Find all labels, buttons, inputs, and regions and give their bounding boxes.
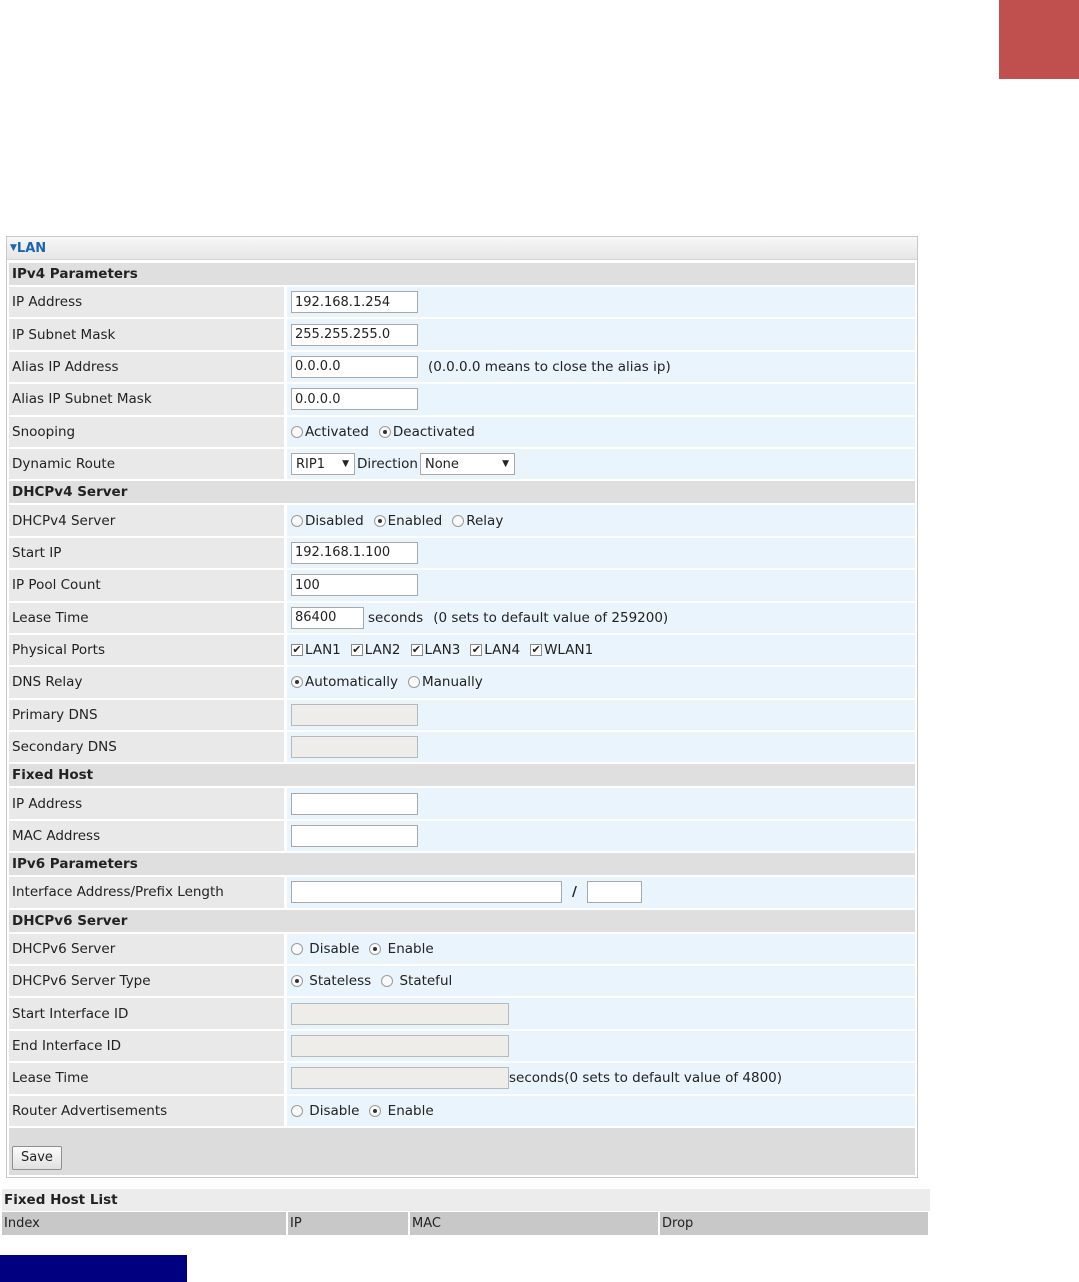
dhcpv6-lease-note: seconds(0 sets to default value of 4800)	[509, 1070, 783, 1087]
ip-address-label: IP Address	[9, 287, 284, 317]
dhcpv6-stateless-radio[interactable]	[291, 975, 303, 987]
port-wlan1-label: WLAN1	[544, 642, 594, 659]
alias-ip-note: (0.0.0.0 means to close the alias ip)	[428, 358, 671, 375]
bottom-decoration-bar	[0, 1255, 187, 1282]
port-lan3-label: LAN3	[424, 642, 461, 659]
row-primary-dns	[9, 700, 915, 730]
snooping-deactivated-radio[interactable]	[379, 426, 391, 438]
prefix-length-input[interactable]	[587, 881, 642, 903]
port-lan4-label: LAN4	[484, 642, 521, 659]
lease-time-unit: seconds	[368, 609, 424, 626]
dns-relay-label: DNS Relay	[9, 667, 284, 697]
row-fixed-mac	[9, 821, 915, 851]
dhcpv6-disable-label: Disable	[309, 940, 360, 957]
subnet-mask-label: IP Subnet Mask	[9, 319, 284, 349]
row-ip-address	[9, 287, 915, 317]
router-adv-label: Router Advertisements	[9, 1096, 284, 1126]
secondary-dns-label: Secondary DNS	[9, 732, 284, 762]
pool-count-label: IP Pool Count	[9, 570, 284, 600]
col-mac: MAC	[410, 1212, 658, 1235]
port-lan2-checkbox[interactable]: ✔	[352, 643, 362, 657]
section-dhcpv4: DHCPv4 Server	[9, 481, 915, 503]
dns-manual-label: Manually	[422, 674, 483, 691]
dhcpv4-enabled-radio[interactable]	[374, 515, 386, 527]
row-dhcpv6-type	[9, 966, 915, 996]
dhcpv6-stateful-radio[interactable]	[381, 975, 393, 987]
alias-ip-label: Alias IP Address	[9, 352, 284, 382]
dhcpv6-lease-input[interactable]	[291, 1067, 509, 1089]
row-dhcpv6-server	[9, 934, 915, 964]
row-pool-count	[9, 570, 915, 600]
chevron-down-icon: ▼	[342, 459, 349, 470]
dhcpv6-stateless-label: Stateless	[309, 973, 372, 990]
fixed-host-list-header	[2, 1212, 930, 1235]
interface-address-label: Interface Address/Prefix Length	[9, 877, 284, 907]
start-interface-id-label: Start Interface ID	[9, 998, 284, 1028]
fixed-mac-input[interactable]	[291, 825, 418, 847]
alias-mask-input[interactable]	[291, 388, 418, 410]
router-adv-disable-radio[interactable]	[291, 1105, 303, 1117]
chevron-down-icon: ▼	[502, 459, 509, 470]
snooping-activated-radio[interactable]	[291, 426, 303, 438]
fixed-host-list	[2, 1189, 930, 1235]
dhcpv4-enabled-label: Enabled	[387, 512, 443, 529]
snooping-label: Snooping	[9, 417, 284, 447]
port-lan1-checkbox[interactable]: ✔	[292, 643, 302, 657]
fixed-host-list-title: Fixed Host List	[2, 1189, 930, 1211]
alias-mask-label: Alias IP Subnet Mask	[9, 384, 284, 414]
row-dns-relay	[9, 667, 915, 697]
snooping-activated-label: Activated	[305, 423, 369, 440]
collapse-triangle-icon: ▼	[10, 243, 17, 253]
row-physical-ports	[9, 635, 915, 665]
dns-auto-label: Automatically	[305, 674, 398, 691]
physical-ports-label: Physical Ports	[9, 635, 284, 665]
dhcpv4-disabled-radio[interactable]	[291, 515, 303, 527]
row-dhcpv4-server	[9, 505, 915, 535]
ip-address-input[interactable]	[291, 291, 418, 313]
primary-dns-input[interactable]	[291, 704, 418, 726]
lease-time-label: Lease Time	[9, 603, 284, 633]
end-interface-id-label: End Interface ID	[9, 1031, 284, 1061]
secondary-dns-input[interactable]	[291, 736, 418, 758]
lease-time-note: (0 sets to default value of 259200)	[433, 609, 669, 626]
port-lan1-label: LAN1	[305, 642, 341, 659]
lan-panel	[6, 236, 918, 1178]
fixed-mac-label: MAC Address	[9, 821, 284, 851]
prefix-separator: /	[572, 884, 577, 901]
row-dhcpv6-lease	[9, 1063, 915, 1093]
direction-select[interactable]	[420, 453, 515, 475]
section-ipv6: IPv6 Parameters	[9, 853, 915, 875]
direction-select-value: None	[425, 456, 459, 472]
dhcpv6-disable-radio[interactable]	[291, 943, 303, 955]
lease-time-input[interactable]	[291, 607, 364, 629]
row-secondary-dns	[9, 732, 915, 762]
rip-select-value: RIP1	[296, 456, 325, 472]
row-lease-time	[9, 603, 915, 633]
port-lan3-checkbox[interactable]: ✔	[411, 643, 422, 657]
start-interface-id-input[interactable]	[291, 1003, 509, 1025]
dhcpv6-stateful-label: Stateful	[399, 973, 453, 990]
dhcpv4-relay-radio[interactable]	[452, 515, 464, 527]
start-ip-label: Start IP	[9, 538, 284, 568]
snooping-deactivated-label: Deactivated	[392, 423, 475, 440]
router-adv-enable-radio[interactable]	[369, 1105, 381, 1117]
save-button[interactable]: Save	[12, 1146, 62, 1170]
section-fixed-host: Fixed Host	[9, 764, 915, 786]
port-lan2-label: LAN2	[364, 642, 401, 659]
start-ip-input[interactable]	[291, 542, 418, 564]
dhcpv6-server-label: DHCPv6 Server	[9, 934, 284, 964]
panel-header[interactable]	[7, 237, 917, 260]
row-start-interface-id	[9, 998, 915, 1028]
dhcpv6-lease-label: Lease Time	[9, 1063, 284, 1093]
section-dhcpv6: DHCPv6 Server	[9, 910, 915, 932]
row-interface-address	[9, 877, 915, 907]
pool-count-input[interactable]	[291, 574, 418, 596]
row-subnet-mask	[9, 319, 915, 349]
row-router-adv	[9, 1096, 915, 1126]
fixed-ip-label: IP Address	[9, 788, 284, 818]
fixed-ip-input[interactable]	[291, 793, 418, 815]
end-interface-id-input[interactable]	[291, 1035, 509, 1057]
col-index: Index	[2, 1212, 286, 1235]
dhcpv6-enable-label: Enable	[387, 940, 434, 957]
port-lan4-checkbox[interactable]: ✔	[471, 643, 481, 657]
corner-decoration	[999, 0, 1079, 79]
row-snooping	[9, 417, 915, 447]
dynamic-route-label: Dynamic Route	[9, 449, 284, 479]
dhcpv6-type-label: DHCPv6 Server Type	[9, 966, 284, 996]
alias-ip-input[interactable]	[291, 356, 418, 378]
port-wlan1-checkbox[interactable]: ✔	[531, 643, 541, 657]
col-drop: Drop	[660, 1212, 928, 1235]
row-fixed-ip	[9, 788, 915, 818]
row-alias-mask	[9, 384, 915, 414]
section-ipv4: IPv4 Parameters	[9, 263, 915, 285]
col-ip: IP	[288, 1212, 408, 1235]
router-adv-enable-label: Enable	[387, 1102, 434, 1119]
direction-label: Direction	[357, 456, 418, 473]
dhcpv4-server-label: DHCPv4 Server	[9, 505, 284, 535]
rip-select[interactable]	[291, 453, 355, 475]
primary-dns-label: Primary DNS	[9, 700, 284, 730]
dns-manual-radio[interactable]	[408, 676, 420, 688]
subnet-mask-input[interactable]	[291, 324, 418, 346]
dhcpv6-enable-radio[interactable]	[369, 943, 381, 955]
row-start-ip	[9, 538, 915, 568]
dhcpv4-relay-label: Relay	[466, 512, 504, 529]
dns-auto-radio[interactable]	[291, 676, 303, 688]
panel-title: LAN	[16, 241, 47, 256]
router-adv-disable-label: Disable	[309, 1102, 360, 1119]
row-dynamic-route	[9, 449, 915, 479]
row-end-interface-id	[9, 1031, 915, 1061]
dhcpv4-disabled-label: Disabled	[305, 512, 364, 529]
save-bar	[9, 1128, 915, 1175]
interface-address-input[interactable]	[291, 881, 562, 903]
row-alias-ip	[9, 352, 915, 382]
